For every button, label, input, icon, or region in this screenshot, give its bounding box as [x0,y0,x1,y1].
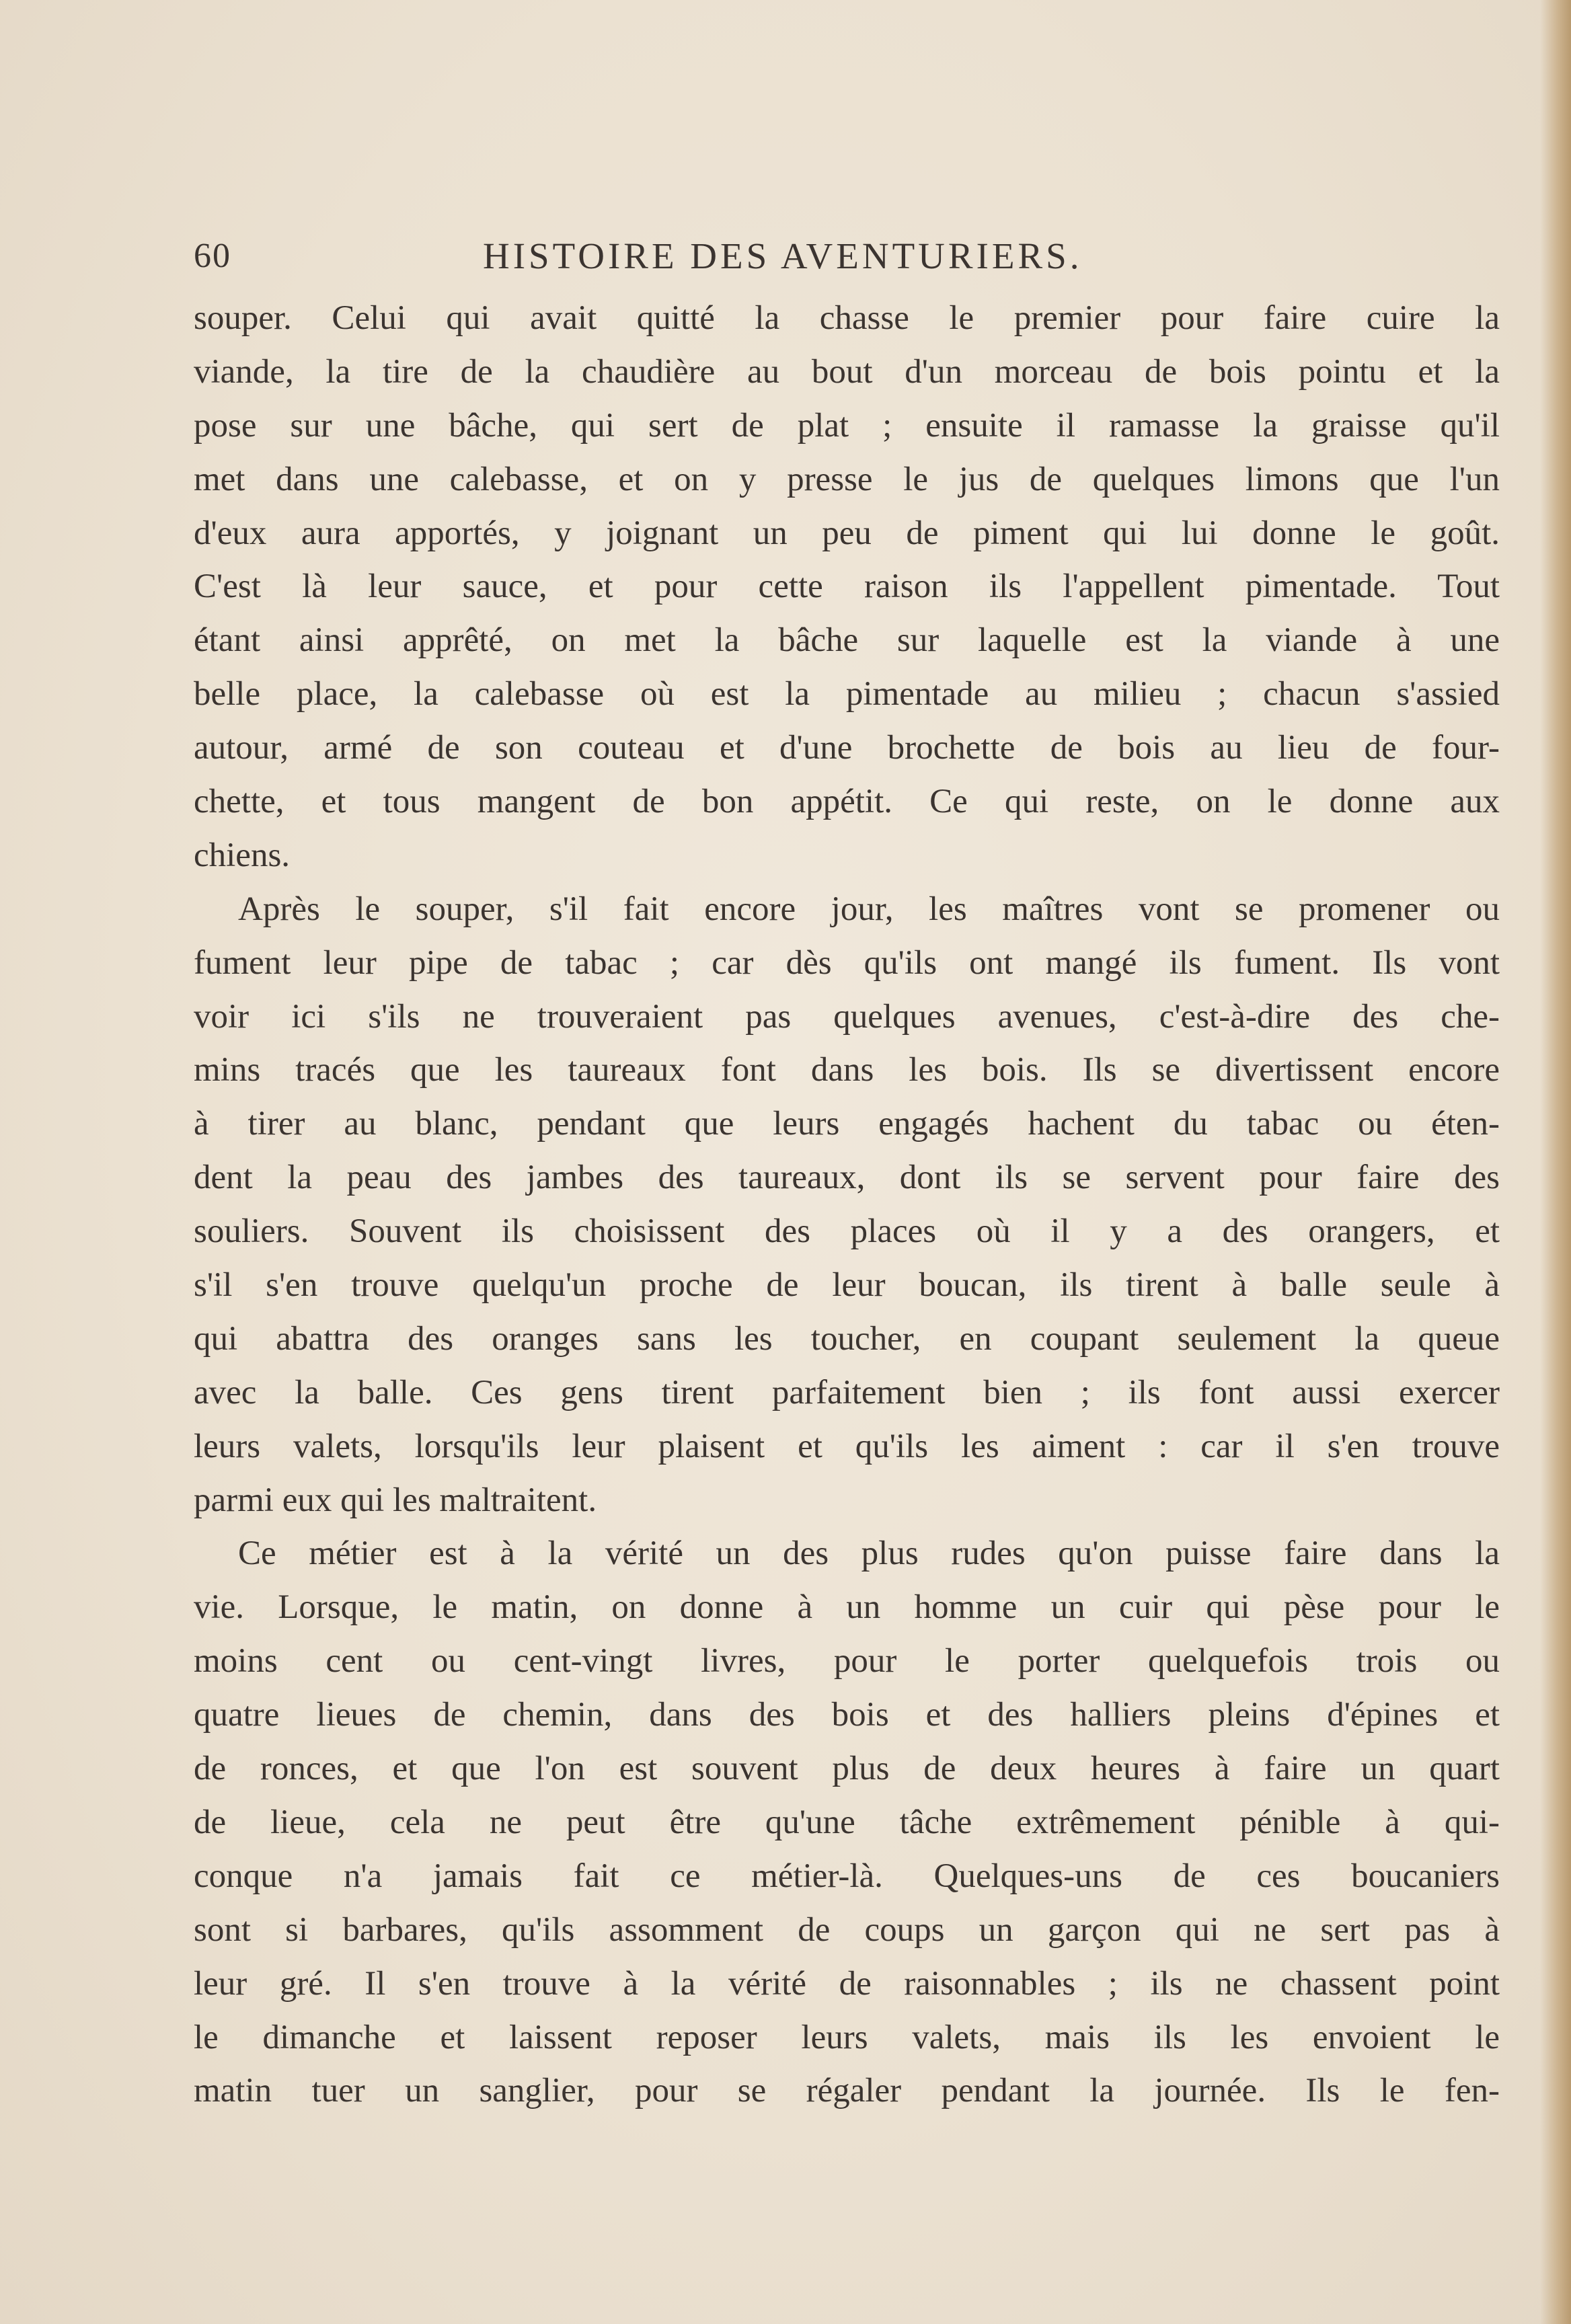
page-number: 60 [194,237,231,275]
running-title: HISTOIRE DES AVENTURIERS. [483,235,1083,276]
text-line: chette, et tous mangent de bon appétit. Ce qui reste, on le donne aux [194,783,1500,821]
text-line: vie. Lorsque, le matin, on donne à un homme un cuir qui pèse pour le [194,1588,1500,1627]
text-line: d'eux aura apportés, y joignant un peu de piment qui lui donne le goût. [194,514,1500,552]
text-line: pose sur une bâche, qui sert de plat ; ensuite il ramasse la graisse qu'il [194,406,1500,444]
text-line: voir ici s'ils ne trouveraient pas quelques avenues, c'est-à-dire des che- [194,997,1500,1036]
paragraph-start-line: Ce métier est à la vérité un des plus rudes qu'on puisse faire dans la [238,1535,1500,1573]
text-line: qui abattra des oranges sans les toucher, en coupant seulement la queue [194,1319,1500,1358]
text-line: mins tracés que les taureaux font dans les bois. Ils se divertissent encore [194,1051,1500,1089]
text-line: s'il s'en trouve quelqu'un proche de leur boucan, ils tirent à balle seule à [194,1266,1500,1305]
text-line: conque n'a jamais fait ce métier-là. Quelques-uns de ces boucaniers [194,1857,1500,1895]
text-line: de lieue, cela ne peut être qu'une tâche extrêmement pénible à qui- [194,1803,1500,1841]
paragraph-start-line: Après le souper, s'il fait encore jour, les maîtres vont se promener ou [238,890,1500,928]
text-line: met dans une calebasse, et on y presse le jus de quelques limons que l'un [194,460,1500,498]
text-line: matin tuer un sanglier, pour se régaler pendant la journée. Ils le fen- [194,2072,1500,2110]
text-line: avec la balle. Ces gens tirent parfaitement bien ; ils font aussi exercer [194,1373,1500,1411]
text-line: chiens. [194,836,291,874]
text-line: autour, armé de son couteau et d'une brochette de bois au lieu de four- [194,729,1500,767]
text-line: C'est là leur sauce, et pour cette raison ils l'appellent pimentade. Tout [194,568,1500,606]
text-line: de ronces, et que l'on est souvent plus de deux heures à faire un quart [194,1750,1500,1788]
page-header [194,233,1500,280]
text-line: leurs valets, lorsqu'ils leur plaisent et qu'ils les aiment : car il s'en trouve [194,1427,1500,1465]
text-line: étant ainsi apprêté, on met la bâche sur laquelle est la viande à une [194,621,1500,660]
text-line: souliers. Souvent ils choisissent des places où il y a des orangers, et [194,1212,1500,1251]
text-line: quatre lieues de chemin, dans des bois et des halliers pleins d'épines et [194,1696,1500,1734]
text-line: dent la peau des jambes des taureaux, dont ils se servent pour faire des [194,1159,1500,1197]
text-line: souper. Celui qui avait quitté la chasse le premier pour faire cuire la [194,299,1500,337]
page-edge-shadow [1540,0,1571,2324]
text-line: viande, la tire de la chaudière au bout d'un morceau de bois pointu et la [194,352,1500,391]
text-line: moins cent ou cent-vingt livres, pour le porter quelquefois trois ou [194,1642,1500,1680]
text-line: à tirer au blanc, pendant que leurs engagés hachent du tabac ou éten- [194,1105,1500,1143]
text-line: leur gré. Il s'en trouve à la vérité de raisonnables ; ils ne chassent point [194,1964,1500,2003]
body-text [194,292,1500,2118]
text-line: le dimanche et laissent reposer leurs valets, mais ils les envoient le [194,2018,1500,2056]
text-line: fument leur pipe de tabac ; car dès qu'ils ont mangé ils fument. Ils vont [194,943,1500,982]
text-line: parmi eux qui les maltraitent. [194,1481,597,1519]
text-line: sont si barbares, qu'ils assomment de coups un garçon qui ne sert pas à [194,1910,1500,1949]
text-line: belle place, la calebasse où est la pimentade au milieu ; chacun s'assied [194,675,1500,713]
